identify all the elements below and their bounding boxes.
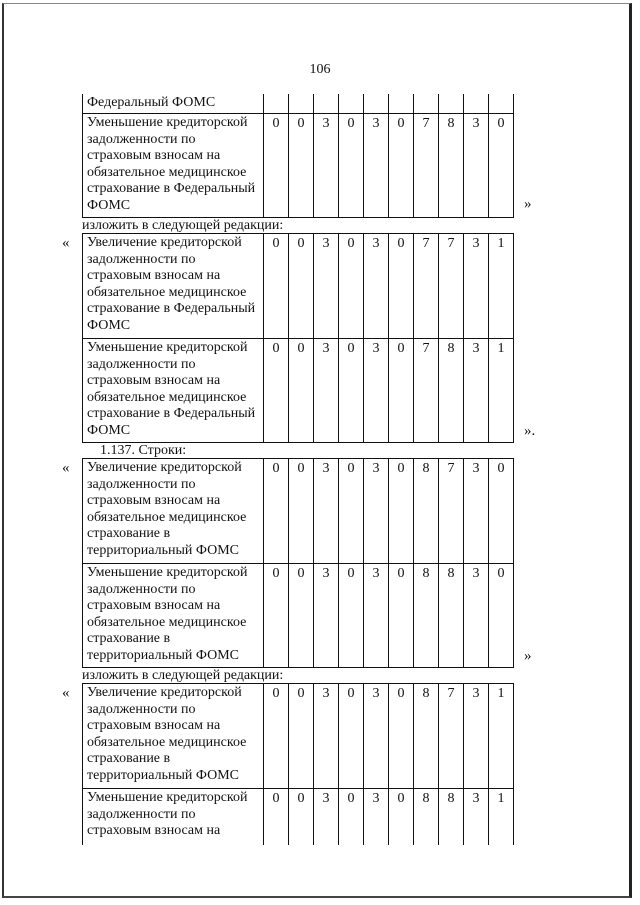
table-cell-digit: 3	[314, 339, 339, 443]
table-cell-digit: 8	[439, 564, 464, 668]
table-cell-digit: 3	[314, 459, 339, 564]
table-1	[82, 94, 514, 218]
table-cell-digit: 0	[389, 459, 414, 564]
table-cell-digit: 7	[414, 339, 439, 443]
table-cell-digit: 8	[414, 459, 439, 564]
table-cell-digit: 3	[314, 114, 339, 218]
table-cell-digit: 0	[389, 564, 414, 668]
table-cell-digit: 3	[464, 114, 489, 218]
table-cell-digit: 3	[364, 114, 389, 218]
table-cell-digit: 0	[389, 684, 414, 789]
table-cell-label: Уменьшение кредиторской задолженности по страховым взносам на обязательное медицинское страхование в Федеральный ФОМС	[83, 114, 264, 218]
table-cell-digit: 7	[439, 234, 464, 339]
table-cell-digit: 0	[339, 234, 364, 339]
table-cell-digit: 3	[364, 789, 389, 845]
opening-quote: «	[62, 460, 70, 476]
table-cell-digit: 3	[464, 339, 489, 443]
table-cell-digit: 0	[339, 564, 364, 668]
table-cell-digit: 3	[364, 564, 389, 668]
table-cell-digit: 3	[464, 234, 489, 339]
table-cell-digit: 0	[289, 339, 314, 443]
table-cell-label: Уменьшение кредиторской задолженности по страховым взносам на	[83, 789, 264, 845]
table-cell-digit: 1	[489, 684, 514, 789]
table-cell-digit: 1	[489, 234, 514, 339]
table-cell-digit: 8	[414, 684, 439, 789]
table-cell-digit: 7	[439, 684, 464, 789]
instruction-text: изложить в следующей редакции:	[82, 218, 284, 233]
table-cell-digit: 8	[414, 789, 439, 845]
table-cell-digit: 8	[439, 114, 464, 218]
table-cell-digit: 0	[264, 564, 289, 668]
table-cell-digit: 3	[364, 234, 389, 339]
section-heading: 1.137. Строки:	[100, 443, 187, 458]
table-cell-digit: 3	[364, 684, 389, 789]
table-cell-digit: 3	[464, 564, 489, 668]
table-cell-digit: 8	[439, 339, 464, 443]
table-cell-label: Увеличение кредиторской задолженности по страховым взносам на обязательное медицинское страхование в территориальный ФОМС	[83, 684, 264, 789]
table-cell-digit: 8	[439, 789, 464, 845]
table-cell-digit: 0	[339, 339, 364, 443]
table-cell-digit: 3	[314, 234, 339, 339]
table-2	[82, 233, 514, 443]
table-cell-digit: 0	[389, 114, 414, 218]
table-cell-digit: 0	[264, 789, 289, 845]
instruction-text: изложить в следующей редакции:	[82, 668, 284, 683]
table-cell-digit: 0	[339, 114, 364, 218]
table-cell-digit: 0	[289, 459, 314, 564]
table-cell-label: Федеральный ФОМС	[83, 94, 264, 114]
table-cell-digit: 0	[289, 234, 314, 339]
table-cell-digit: 0	[389, 789, 414, 845]
table-cell-digit: 0	[339, 459, 364, 564]
table-cell-digit: 3	[364, 459, 389, 564]
table-cell-digit: 0	[264, 339, 289, 443]
closing-quote: »	[524, 648, 532, 664]
table-cell-digit: 3	[314, 564, 339, 668]
table-cell-digit: 3	[464, 789, 489, 845]
table-3	[82, 458, 514, 668]
table-cell-digit: 0	[289, 684, 314, 789]
table-cell-digit: 3	[314, 789, 339, 845]
table-cell-digit: 0	[264, 234, 289, 339]
closing-quote: ».	[524, 423, 536, 439]
closing-quote: »	[524, 196, 532, 212]
table-cell-digit: 3	[464, 684, 489, 789]
table-cell-digit: 0	[289, 789, 314, 845]
table-cell-digit: 0	[389, 234, 414, 339]
page-number: 106	[309, 62, 331, 77]
table-cell-digit: 7	[414, 114, 439, 218]
table-cell-label: Увеличение кредиторской задолженности по страховым взносам на обязательное медицинское страхование в Федеральный ФОМС	[83, 234, 264, 339]
table-cell-digit: 0	[339, 789, 364, 845]
table-cell-digit: 0	[264, 684, 289, 789]
table-4	[82, 683, 514, 845]
table-cell-digit: 0	[389, 339, 414, 443]
table-cell-digit: 0	[489, 564, 514, 668]
table-cell-digit: 0	[339, 684, 364, 789]
opening-quote: «	[62, 235, 70, 251]
table-cell-digit: 1	[489, 789, 514, 845]
table-cell-digit: 0	[489, 114, 514, 218]
table-cell-label: Уменьшение кредиторской задолженности по страховым взносам на обязательное медицинское страхование в территориальный ФОМС	[83, 564, 264, 668]
opening-quote: «	[62, 685, 70, 701]
table-cell-label: Уменьшение кредиторской задолженности по страховым взносам на обязательное медицинское страхование в Федеральный ФОМС	[83, 339, 264, 443]
table-cell-digit: 3	[364, 339, 389, 443]
table-cell-digit: 8	[414, 564, 439, 668]
table-cell-digit: 3	[464, 459, 489, 564]
table-cell-digit: 0	[289, 114, 314, 218]
table-cell-digit: 7	[439, 459, 464, 564]
table-cell-digit: 0	[264, 114, 289, 218]
table-cell-label: Увеличение кредиторской задолженности по страховым взносам на обязательное медицинское страхование в территориальный ФОМС	[83, 459, 264, 564]
table-cell-digit: 0	[489, 459, 514, 564]
table-cell-digit: 0	[264, 459, 289, 564]
table-cell-digit: 0	[289, 564, 314, 668]
table-cell-digit: 1	[489, 339, 514, 443]
table-cell-digit: 3	[314, 684, 339, 789]
table-cell-digit: 7	[414, 234, 439, 339]
